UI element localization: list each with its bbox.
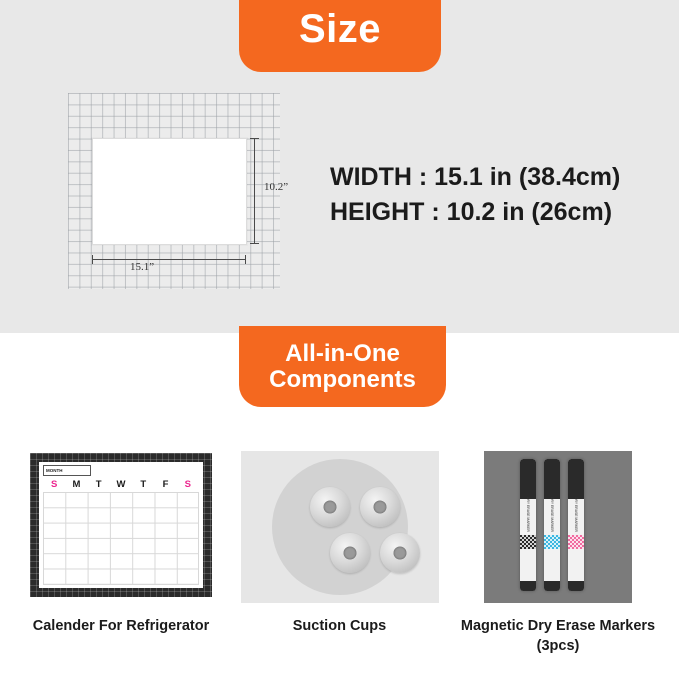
suction-cups-image (241, 451, 439, 603)
size-badge (239, 0, 441, 72)
marker-grip (520, 535, 536, 549)
calendar-day-header: S (184, 479, 191, 490)
components-section (0, 333, 679, 674)
marker-black (520, 459, 536, 591)
marker-label: DRY ERASE MARKER (574, 497, 578, 532)
size-badge-label: Size (298, 7, 382, 51)
calendar-day-headers (43, 479, 199, 490)
size-diagram (68, 93, 289, 289)
height-dimension-label: 10.2” (264, 181, 289, 193)
size-specs (330, 160, 620, 229)
components-badge-line2: Components (269, 365, 416, 393)
suction-cups-caption: Suction Cups (292, 618, 387, 634)
components-badge (239, 326, 446, 407)
markers-image (459, 451, 657, 603)
component-card-markers (459, 451, 657, 656)
spec-width: WIDTH : 15.1 in (38.4cm) (330, 163, 621, 191)
suction-cup (330, 533, 370, 573)
marker-cap (520, 459, 536, 499)
component-card-calendar (22, 451, 220, 656)
calendar-art (22, 451, 220, 603)
marker-label: DRY ERASE MARKER (550, 497, 554, 532)
calendar-day-header: S (50, 479, 58, 490)
marker-cap (544, 459, 560, 499)
components-badge-line1: All-in-One (285, 340, 400, 368)
components-card-row (0, 451, 679, 656)
marker-tip (520, 581, 536, 591)
marker-tip (544, 581, 560, 591)
marker-pink (568, 459, 584, 591)
calendar-frame (30, 453, 212, 597)
calendar-month-field: MONTH (43, 465, 91, 476)
calendar-day-header: M (72, 479, 81, 490)
calendar-day-header: F (162, 479, 169, 490)
width-dimension-label: 15.1” (130, 261, 155, 273)
suction-cup (360, 487, 400, 527)
calendar-surface (39, 462, 203, 588)
width-dimension-line (92, 259, 246, 260)
suction-cups-backdrop (272, 459, 408, 595)
height-dimension-line (254, 138, 255, 244)
spec-height: HEIGHT : 10.2 in (26cm) (330, 197, 613, 226)
whiteboard-outline (92, 138, 247, 245)
component-card-suction-cups (241, 451, 439, 656)
markers-caption: Magnetic Dry Erase Markers (3pcs) (460, 618, 656, 654)
marker-blue (544, 459, 560, 591)
size-section (0, 0, 679, 333)
calendar-image (22, 451, 220, 603)
suction-cups-art (241, 451, 439, 603)
calendar-grid (43, 492, 199, 585)
marker-grip (544, 535, 560, 549)
suction-cup (380, 533, 420, 573)
calendar-day-header: W (116, 479, 126, 490)
calendar-day-header: T (95, 479, 102, 490)
marker-tip (568, 581, 584, 591)
suction-cup (310, 487, 350, 527)
calendar-caption: Calender For Refrigerator (32, 618, 210, 634)
markers-art (459, 451, 657, 603)
marker-label: DRY ERASE MARKER (526, 497, 530, 532)
marker-cap (568, 459, 584, 499)
calendar-day-header: T (140, 479, 147, 490)
marker-grip (568, 535, 584, 549)
